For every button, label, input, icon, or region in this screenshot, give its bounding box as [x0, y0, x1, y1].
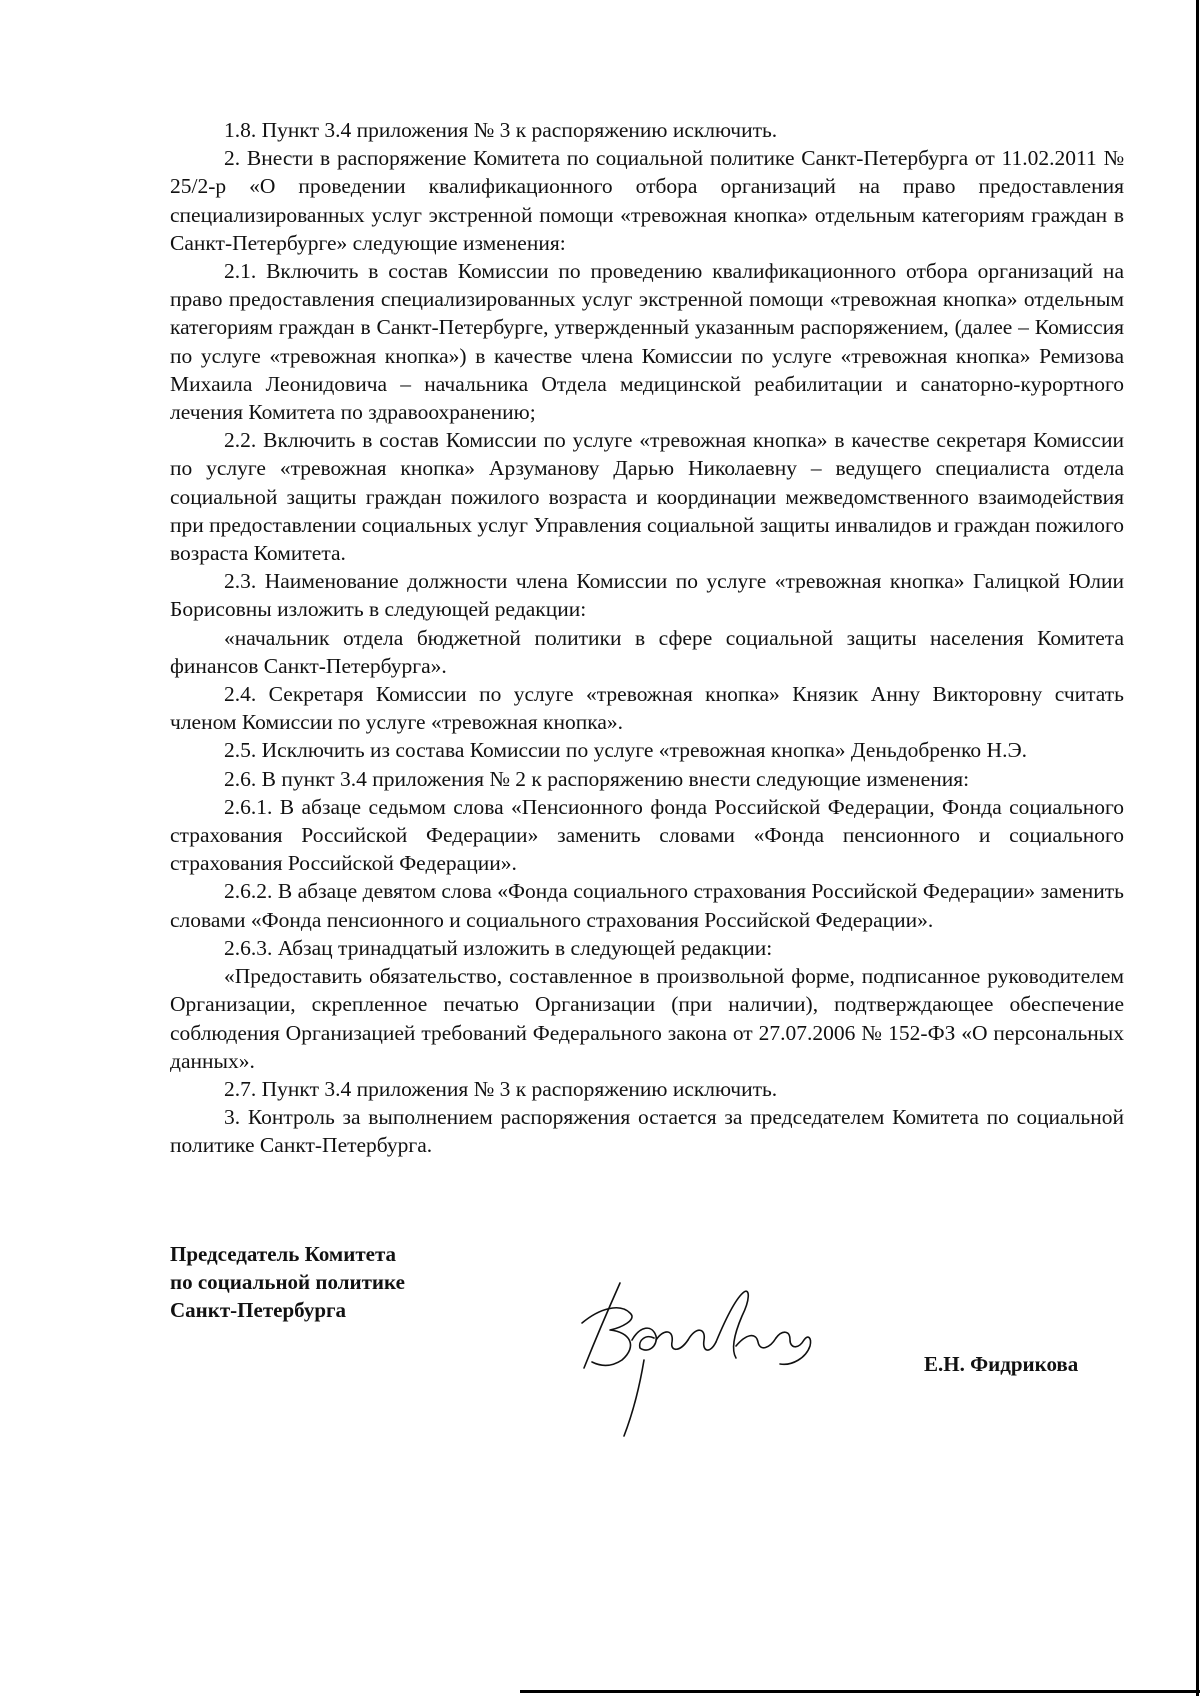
paragraph-2: 2. Внести в распоряжение Комитета по социальной политике Санкт-Петербурга от 11.02.2011 № 25/2-р «О проведении квалификационного отбора организаций на право предоставления специализированных услуг экстренной помощи «тревожная кнопка» отдельным категориям граждан в Санкт-Петербурге» следующие изменения:	[170, 146, 1124, 255]
paragraph-3: 3. Контроль за выполнением распоряжения остается за председателем Комитета по социальной политике Санкт-Петербурга.	[170, 1105, 1124, 1158]
paragraph-2-2: 2.2. Включить в состав Комиссии по услуге «тревожная кнопка» в качестве секретаря Комиссии по услуге «тревожная кнопка» Арзуманову Дарью Николаевну – ведущего специалиста отдела социальной защиты граждан пожилого возраста и координации межведомственного взаимодействия при предоставлении социальных услуг Управления социальной защиты инвалидов и граждан пожилого возраста Комитета.	[170, 428, 1124, 566]
signatory-name: Е.Н. Фидрикова	[924, 1352, 1079, 1376]
signatory-title	[170, 1240, 405, 1324]
signatory-title-line: по социальной политике	[170, 1270, 405, 1294]
paragraph-2-3: 2.3. Наименование должности члена Комиссии по услуге «тревожная кнопка» Галицкой Юлии Борисовны изложить в следующей редакции:	[170, 569, 1124, 622]
paragraph-2-5: 2.5. Исключить из состава Комиссии по услуге «тревожная кнопка» Деньдобренко Н.Э.	[224, 738, 1028, 763]
paragraph-2-6: 2.6. В пункт 3.4 приложения № 2 к распоряжению внести следующие изменения:	[224, 766, 970, 791]
paragraph-1-8: 1.8. Пункт 3.4 приложения № 3 к распоряжению исключить.	[224, 118, 778, 142]
paragraph-2-1: 2.1. Включить в состав Комиссии по проведению квалификационного отбора организаций на право предоставления специализированных услуг экстренной помощи «тревожная кнопка» отдельным категориям граждан в Санкт-Петербурге, утвержденный указанным распоряжением, (далее – Комиссия по услуге «тревожная кнопка») в качестве члена Комиссии по услуге «тревожная кнопка» Ремизова Михаила Леонидовича – начальника Отдела медицинской реабилитации и санаторно-курортного лечения Комитета по здравоохранению;	[170, 259, 1124, 425]
paragraph-2-6-2: 2.6.2. В абзаце девятом слова «Фонда социального страхования Российской Федерации» заменить словами «Фонда пенсионного и социального страхования Российской Федерации».	[170, 879, 1124, 932]
signatory-title-line: Председатель Комитета	[170, 1242, 397, 1266]
handwritten-signature	[560, 1268, 860, 1448]
paragraph-2-6-3: 2.6.3. Абзац тринадцатый изложить в следующей редакции:	[224, 935, 773, 960]
signatory-title-line: Санкт-Петербурга	[170, 1298, 347, 1322]
paragraph-2-3-quote: «начальник отдела бюджетной политики в сфере социальной защиты населения Комитета финансов Санкт-Петербурга».	[170, 625, 1124, 678]
paragraph-2-7: 2.7. Пункт 3.4 приложения № 3 к распоряжению исключить.	[224, 1076, 778, 1101]
paragraph-2-6-3-quote: «Предоставить обязательство, составленное в произвольной форме, подписанное руководителем Организации, скрепленное печатью Организации (при наличии), подтверждающее обеспечение соблюдения Организацией требований Федерального закона от 27.07.2006 № 152-ФЗ «О персональных данных».	[170, 964, 1124, 1073]
scan-edge-bottom	[520, 1690, 1200, 1693]
document-body	[170, 116, 1124, 1160]
scan-edge-right	[1196, 0, 1199, 1696]
paragraph-2-4: 2.4. Секретаря Комиссии по услуге «тревожная кнопка» Князик Анну Викторовну считать членом Комиссии по услуге «тревожная кнопка».	[170, 682, 1124, 735]
paragraph-2-6-1: 2.6.1. В абзаце седьмом слова «Пенсионного фонда Российской Федерации, Фонда социального страхования Российской Федерации» заменить словами «Фонда пенсионного и социального страхования Российской Федерации».	[170, 794, 1124, 876]
